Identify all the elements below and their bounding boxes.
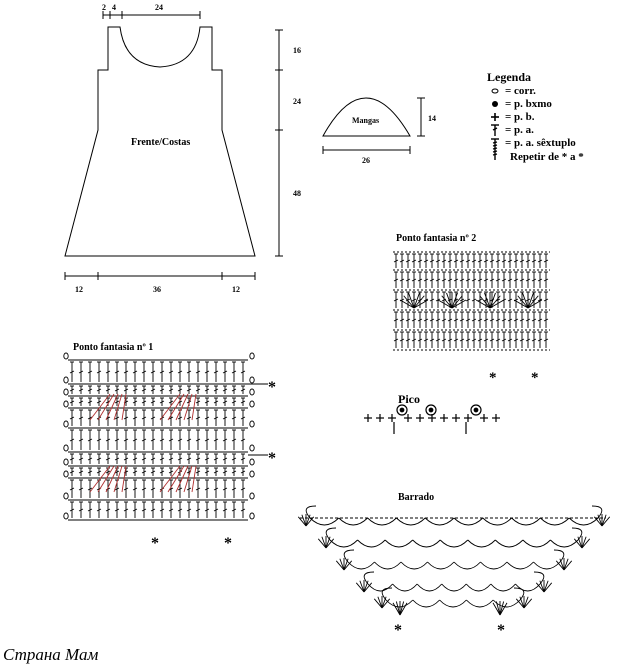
p1-accent-stitch	[122, 466, 126, 492]
ponto2-title: Ponto fantasia nº 2	[396, 233, 477, 244]
ponto1-repeat-mark-1: *	[151, 535, 159, 552]
ponto2-repeat-mark-1: *	[489, 370, 497, 386]
barrado-chain-arch	[466, 600, 493, 607]
p1-chain-right	[250, 353, 254, 359]
barrado-fan-stitch	[344, 559, 348, 570]
barrado-bottom-fan	[393, 603, 400, 615]
p2-fan-stitch	[518, 296, 528, 308]
sextuple-stitch-icon	[491, 139, 499, 160]
barrado-fan-stitch	[356, 583, 364, 592]
barrado-bottom-fan	[500, 603, 507, 615]
ponto1-title: Ponto fantasia nº 1	[73, 342, 154, 353]
pico-title: Pico	[398, 392, 420, 406]
barrado-side-loop	[592, 506, 602, 518]
p1-chain-left	[64, 421, 68, 427]
ponto2-chart	[393, 252, 550, 350]
chain-oval-icon	[492, 89, 498, 93]
barrado-chain-arch	[540, 518, 569, 525]
barrado-fan-stitch	[578, 537, 582, 548]
barrado-chain-arch	[417, 584, 442, 591]
p1-chain-left	[64, 401, 68, 407]
barrado-chain-arch	[413, 600, 440, 607]
barrado-side-loop	[572, 528, 582, 540]
barrado-chain-arch	[358, 540, 386, 547]
barrado-chain-arch	[454, 562, 481, 569]
barrado-chain-arch	[440, 600, 467, 607]
barrado-chain-arch	[396, 518, 425, 525]
barrado-bottom-fan	[496, 601, 500, 615]
barrado-fan-stitch	[602, 515, 606, 526]
barrado-chain-arch	[368, 584, 393, 591]
p1-chain-right	[250, 377, 254, 383]
p1-chain-left	[64, 471, 68, 477]
p1-chain-left	[64, 459, 68, 465]
barrado-chart	[298, 506, 609, 615]
dim-side-24: 24	[293, 97, 301, 106]
barrado-side-loop	[382, 588, 392, 600]
barrado-chain-arch	[515, 584, 540, 591]
barrado-fan-stitch	[318, 539, 326, 548]
p1-chain-left	[64, 389, 68, 395]
barrado-chain-arch	[428, 562, 455, 569]
barrado-bottom-fan	[400, 603, 407, 615]
barrado-bottom-fan	[400, 601, 404, 615]
pico-chart	[364, 405, 500, 434]
p1-chain-right	[250, 471, 254, 477]
sleeve-width: 26	[362, 156, 370, 165]
barrado-fan-stitch	[364, 581, 368, 592]
p1-chain-left	[64, 493, 68, 499]
barrado-chain-arch	[310, 518, 339, 525]
p1-accent-stitch	[192, 394, 196, 420]
ponto1-row-mark-2: *	[268, 450, 276, 467]
barrado-fan-stitch	[582, 537, 586, 548]
barrado-chain-arch	[330, 540, 358, 547]
barrado-chain-arch	[385, 540, 413, 547]
barrado-fan-stitch	[302, 515, 306, 526]
barrado-side-loop	[306, 506, 316, 518]
legend-item-sextuple: = p. a. sêxtuplo	[505, 137, 576, 149]
barrado-fan-stitch	[564, 561, 572, 570]
legend-item-slip: = p. bxmo	[505, 98, 552, 110]
barrado-chain-arch	[348, 562, 375, 569]
barrado-chain-arch	[523, 540, 551, 547]
p1-accent-stitch	[192, 466, 196, 492]
barrado-side-loop	[364, 572, 374, 584]
barrado-chain-arch	[442, 584, 467, 591]
dress-label: Frente/Costas	[131, 137, 191, 148]
barrado-repeat-mark-2: *	[497, 622, 505, 639]
barrado-chain-arch	[468, 540, 496, 547]
p1-chain-left	[64, 377, 68, 383]
barrado-fan-stitch	[544, 581, 548, 592]
barrado-fan-stitch	[582, 539, 590, 548]
legend-item-sc: = p. b.	[505, 111, 535, 123]
barrado-side-loop	[326, 528, 336, 540]
sleeve-label: Mangas	[352, 116, 380, 125]
barrado-side-loop	[514, 588, 524, 600]
dot-icon	[492, 101, 498, 107]
p2-fan-stitch	[404, 296, 414, 308]
barrado-fan-stitch	[598, 515, 602, 526]
barrado-chain-arch	[368, 518, 397, 525]
barrado-chain-arch	[425, 518, 454, 525]
dim-side-48: 48	[293, 189, 301, 198]
barrado-fan-stitch	[544, 583, 552, 592]
barrado-bottom-fan	[396, 601, 400, 615]
barrado-fan-stitch	[378, 597, 382, 608]
p2-fan-stitch	[480, 296, 490, 308]
p2-fan-stitch	[414, 296, 424, 308]
barrado-chain-arch	[534, 562, 561, 569]
p1-chain-right	[250, 389, 254, 395]
pico-loop-dot	[474, 408, 478, 412]
barrado-chain-arch	[413, 540, 441, 547]
p1-chain-right	[250, 445, 254, 451]
barrado-fan-stitch	[336, 561, 344, 570]
p1-chain-right	[250, 513, 254, 519]
barrado-fan-stitch	[374, 599, 382, 608]
barrado-fan-stitch	[524, 597, 528, 608]
p2-fan-stitch	[528, 296, 538, 308]
pico-loop-dot	[400, 408, 404, 412]
p1-chain-right	[250, 459, 254, 465]
barrado-side-loop	[534, 572, 544, 584]
barrado-repeat-mark-1: *	[394, 622, 402, 639]
barrado-fan-stitch	[524, 599, 532, 608]
barrado-chain-arch	[440, 540, 468, 547]
barrado-chain-arch	[393, 584, 418, 591]
barrado-fan-stitch	[564, 559, 568, 570]
barrado-fan-stitch	[322, 537, 326, 548]
barrado-fan-stitch	[340, 559, 344, 570]
barrado-side-loop	[554, 550, 564, 562]
barrado-fan-stitch	[520, 597, 524, 608]
ponto1-row-mark-1: *	[268, 379, 276, 396]
barrado-fan-stitch	[360, 581, 364, 592]
dim-top-24: 24	[155, 3, 163, 12]
p1-chain-right	[250, 401, 254, 407]
dim-bottom-12-right: 12	[232, 285, 240, 294]
ponto2-repeat-mark-2: *	[531, 370, 539, 386]
sleeve-schematic	[323, 98, 425, 154]
dim-top-2: 2	[102, 3, 106, 12]
barrado-chain-arch	[339, 518, 368, 525]
dim-side-16: 16	[293, 46, 301, 55]
barrado-fan-stitch	[382, 597, 386, 608]
pico-loop-dot	[429, 408, 433, 412]
barrado-chain-arch	[401, 562, 428, 569]
legend-item-dc: = p. a.	[505, 124, 534, 136]
dim-bottom-36: 36	[153, 285, 161, 294]
barrado-chain-arch	[466, 584, 491, 591]
p1-chain-left	[64, 353, 68, 359]
p2-fan-stitch	[490, 296, 500, 308]
legend	[487, 70, 584, 163]
dc-stitch-icon	[491, 125, 499, 136]
barrado-chain-arch	[454, 518, 483, 525]
barrado-chain-arch	[481, 562, 508, 569]
legend-repeat: Repetir de * a *	[510, 151, 584, 163]
barrado-chain-arch	[483, 518, 512, 525]
barrado-chain-arch	[550, 540, 578, 547]
barrado-fan-stitch	[326, 537, 330, 548]
dim-top-4: 4	[112, 3, 116, 12]
p2-fan-stitch	[442, 296, 452, 308]
plus-icon	[491, 113, 499, 121]
p2-fan-stitch	[452, 296, 462, 308]
barrado-title: Barrado	[398, 492, 435, 503]
barrado-chain-arch	[569, 518, 598, 525]
barrado-bottom-fan	[500, 601, 504, 615]
barrado-chain-arch	[375, 562, 402, 569]
legend-item-chain: = corr.	[505, 85, 536, 97]
sleeve-height: 14	[428, 114, 436, 123]
ponto1-repeat-mark-2: *	[224, 535, 232, 552]
watermark-text: Страна Мам	[3, 645, 99, 664]
p1-chain-left	[64, 513, 68, 519]
barrado-chain-arch	[507, 562, 534, 569]
p1-chain-right	[250, 493, 254, 499]
ponto1-chart	[64, 353, 268, 520]
barrado-fan-stitch	[540, 581, 544, 592]
barrado-fan-stitch	[306, 515, 310, 526]
p1-chain-left	[64, 445, 68, 451]
legend-title: Legenda	[487, 70, 532, 84]
barrado-chain-arch	[495, 540, 523, 547]
dim-bottom-12-left: 12	[75, 285, 83, 294]
barrado-side-loop	[344, 550, 354, 562]
barrado-chain-arch	[512, 518, 541, 525]
barrado-fan-stitch	[560, 559, 564, 570]
barrado-chain-arch	[386, 600, 413, 607]
barrado-chain-arch	[491, 584, 516, 591]
p1-chain-right	[250, 421, 254, 427]
